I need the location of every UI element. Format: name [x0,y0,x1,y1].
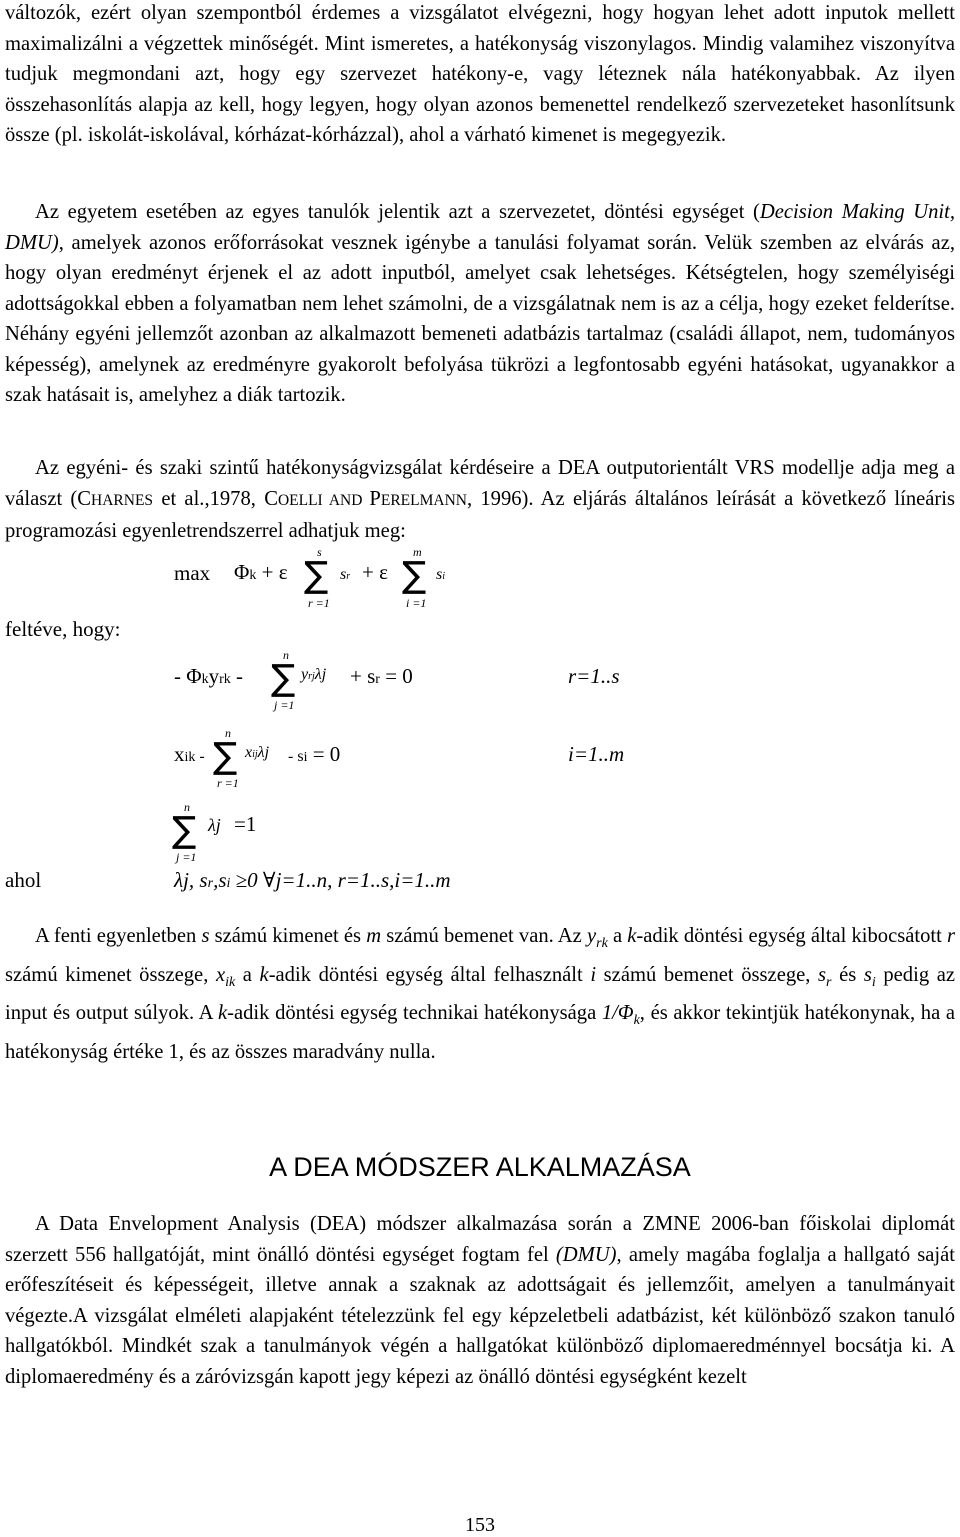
constraint2-right: - si = 0 [288,742,341,766]
sum3-lower: j =1 [274,698,295,712]
constraint1-range: r=1..s [568,664,620,688]
paragraph-intro: változók, ezért olyan szempontból érdemes a vizsgálatot elvégezni, hogy hogyan lehet adott inputok mellett maximalizálni a végzettek minőségét. Mint ismeretes, a hatékonyság viszonylagos. Mindig valamihez viszonyítva tudjuk megmondani azt, hogy egy szervezet hatékony-e, vagy léteznek nála hatékonyabbak. Az ilyen összehasonlítás alapja az kell, hogy legyen, hogy olyan azonos bemenettel rendelkező szervezeteket hasonlítsunk össze (pl. iskolát-iskolával, kórházat-kórházzal), ahol a várható kimenet is megegyezik. [5,2,955,146]
p2-text-a: Az egyetem esetében az egyes tanulók jelentik azt a szervezetet, döntési egységet ( [35,201,760,223]
cite-charnes-initial: C [77,487,92,510]
p3-text-a: Az egyéni- és szaki szintű hatékonyságvizsgálat kérdéseire a DEA outputorientált VRS modellje adja meg a választ ( [5,457,955,510]
sum5-sigma: ∑ [172,810,197,851]
label-feltéve: feltéve, hogy: [5,617,121,641]
p3-text-c: , 1996). Az eljárás általános leírását a következő líneáris programozási egyenletrendszerrel adhatjuk meg: [5,487,955,542]
label-ahol: ahol [5,868,42,892]
constraint4: λj, sr,si ≥0 ∀j=1..n, r=1..s,i=1..m [174,868,451,892]
sum1-term: sr [340,566,351,583]
cite-and: AND [322,491,370,509]
formula-max: max [174,561,211,585]
constraint3-right: =1 [234,812,257,836]
p2-dmu-term: Decision Making Unit, DMU) [5,201,955,254]
sum1-upper: s [317,545,322,559]
sum2-upper: m [413,545,422,559]
sum4-upper: n [225,726,231,740]
cite-coelli: OELLI [277,491,323,509]
page-number: 153 [465,1514,495,1536]
formula-plus-eps: + ε [362,560,388,584]
section-heading: A DEA MÓDSZER ALKALMAZÁSA [269,1152,691,1182]
sum1-sigma: ∑ [304,555,329,596]
sum3-upper: n [283,648,289,662]
paragraph-application: A Data Envelopment Analysis (DEA) módszer alkalmazása során a ZMNE 2006-ban főiskolai diplomát szerzett 556 hallgatóját, mint önálló döntési egységet fogtam fel (DMU), amely magába foglalja a hallgató saját erőfeszítéseit és képességeit, illetve annak a szaknak az adottságait és jellemzőit, amelyen a tanulmányait végezte.A vizsgálat elméleti alapjaként tételezzünk fel egy képzeletbeli adatbázist, két különböző szakon tanuló hallgatókból. Mindkét szak a tanulmányok végén a hallgatókat különböző diplomaeredménnyel bocsátja ki. A diplomaeredmény és a záróvizsgán kapott jegy képezi az önálló döntési egységként kezelt [5,1213,955,1388]
sum5-lower: j =1 [176,850,197,864]
paragraph-explanation: A fenti egyenletben s számú kimenet és m számú bemenet van. Az $y_{rk}$ a k-adik döntési egység által kibocsátott r számú kimenet összege, $x_{ik}$ a k-adik döntési egység által felhasznált i számú bemenet összege, $s_r$ és $s_i$ pedig az input és output súlyok. A k-adik döntési egység technikai hatékonysága $1/\Phi_k$, és akkor tekintjük hatékonynak, ha a hatékonyság értéke 1, és az összes maradvány nulla. [5,925,956,1063]
sum4-lower: r =1 [217,776,239,790]
cite-charnes: HARNES [91,491,154,509]
paragraph-dmu [5,197,955,411]
constraint1-right: + sr = 0 [350,664,413,688]
constraint1-term: yrjλj [301,666,327,683]
sum2-term: si [436,566,446,583]
sum1-lower: r =1 [308,596,330,610]
sum2-lower: i =1 [406,596,427,610]
constraint3-term: λj [208,815,221,835]
constraint2-left: xik - [174,742,205,766]
constraint2-term: xijλj [245,744,270,761]
formula-phi: Φk + ε [234,560,288,584]
p2-text-b: , amelyek azonos erőforrásokat vesznek igénybe a tanulási folyamat során. Velük szemben az elvárás az, hogy olyan eredményt érjenek el az adott inputból, amelyet csak lehetséges. Kétségtelen, hogy személyiségi adottságokkal ebben a folyamatban nem lehet számolni, de a vizsgálatnak nem is az a célja, hogy ezeket felderítse. Néhány egyéni jellemzőt azonban az alkalmazott bemeneti adatbázis tartalmaz (családi állapot, nem, tudományos képesség), amelynek az eredményre gyakorolt befolyása tükrözi a legfontosabb egyéni hatásokat, ugyanakkor a szak hatásait is, amelyhez a diák tartozik. [5,231,955,406]
cite-perelmann: ERELMANN [380,491,467,509]
sum3-sigma: ∑ [271,658,296,699]
sum4-sigma: ∑ [213,736,238,777]
constraint1-left: - Φkyrk - [174,664,244,688]
cite-perelmann-initial: P [369,487,381,510]
constraint2-range: i=1..m [568,742,625,766]
paragraph-model [5,453,955,547]
sum2-sigma: ∑ [402,555,427,596]
cite-coelli-initial: C [264,487,278,510]
sum5-upper: n [184,800,190,814]
p3-text-b: et al.,1978, [153,487,265,510]
